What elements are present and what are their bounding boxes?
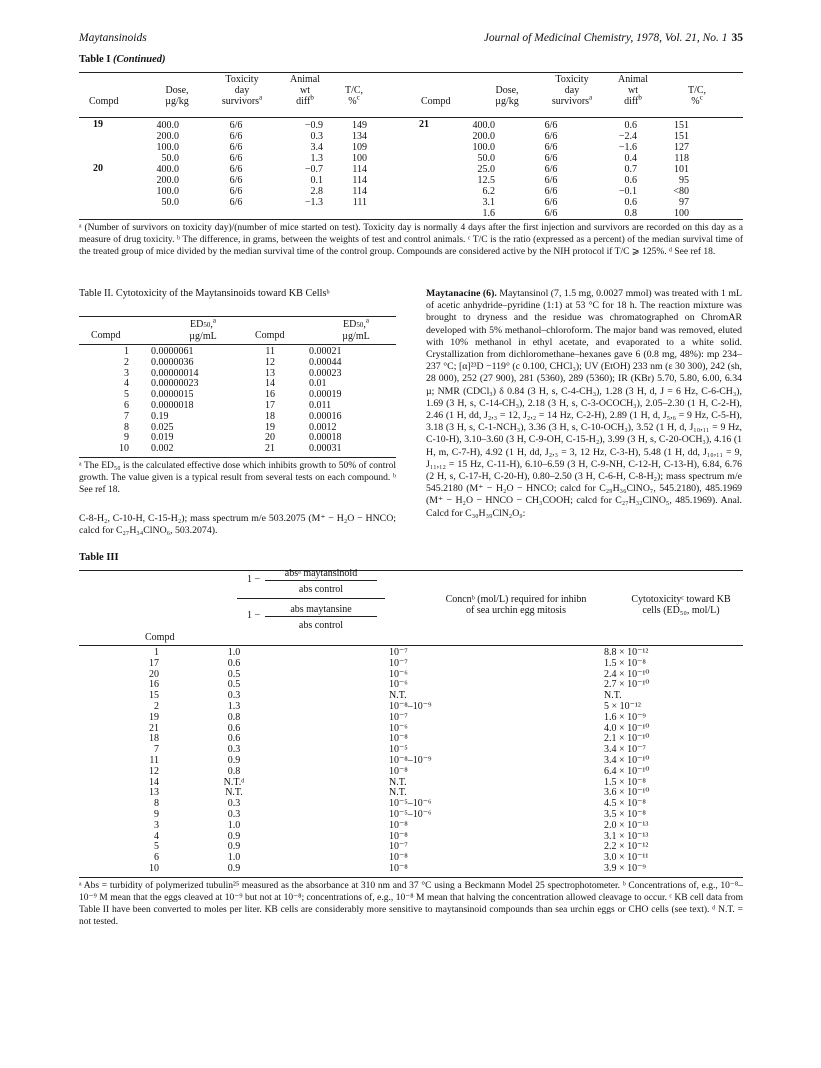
maytanacine-text: Maytansinol (7, 1.5 mg, 0.0027 mmol) was treated with 1 mL of acetic anhydride–pyridine (1:1) at 53 °C for 18 h. The reaction mixture was brought to dryness and the residue was chromatographed on ChromAR developed with 5% methanol–chloroform. The major band was removed, eluted with 10% methanol in ethyl acetate, and evaporated to a white solid. Crystallization from dichloromethane–hexanes gave 6 (0.8 mg, 48%): mp 234–237 °C; [α]²³D −119° (c 0.100, CHCl₃); UV (EtOH) 233 nm (ε 30 300), 242 (sh, 28 000), 252 (27 900), 281 (5360), 289 (5360); IR (KBr) 5.70, 5.80, 6.00, 6.34 µ; NMR (CDCl₃) δ 0.84 (3 H, s, C-4-CH₃), 1.28 (3 H, d, J = 6 Hz, C-6-CH₃), 1.69 (3 H, s, C-14-CH₃), 2.18 (3 H, s, C-3-OCOCH₃), 2.05–2.30 (1 H, C-2-H), 2.46 (1 H, dd, J₂,₃ = 12, J₂,₂ = 14 Hz, C-2-H), 2.89 (1 H, d, J₅,₆ = 9 Hz, C-5-H), 3.18 (3 H, s, C-1-NCH₃), 3.36 (3 H, s, C-10-OCH₃), 3.52 (1 H, d, J₁₀,₁₁ = 9 Hz, C-10-H), 3.10–3.60 (3 H, C-9-OH, C-15-H₂), 3.99 (3 H, s, C-20-OCH₃), 4.16 (1 H, m, C-7-H), 4.92 (1 H, dd, J₂,₃ = 3, 12 Hz, C-3-H), 5.48 (1 H, dd, J₁₀,₁₁ = 9, J₁₁,₁₂ = 15 Hz, C-11-H), 6.10–6.59 (3 H, C-9-NH, C-12-H, C-13-H), 6.84, 6.76 (2 H, s, C-17-H, C-20-H), 0.80–2.50 (3 H, C-6-H, C-8-H₂); mass spectrum m/e 545.2180 (M⁺ − H₂O − HNCO; calcd for C₂₉H₃₆ClNO₇, 545.2180), 485.1969 (M⁺ − H₂O − HNCO − CH₃COOH; calcd for C₂₇H₃₂ClNO₅, 485.1969). Anal. Calcd for C₃₀H₃₉ClN₂O₉:	[426, 288, 743, 519]
table3-row-cell: 1.0	[227, 647, 241, 658]
table1-row-cell: 25.0	[477, 164, 495, 175]
table3-row	[79, 713, 734, 724]
table3-row-cell: 10⁻⁸–10⁻⁹	[389, 700, 432, 712]
table3-row-cell: 4	[154, 830, 159, 842]
table1-row	[79, 142, 367, 153]
table2-row	[79, 412, 389, 423]
table2-row-cell: 12	[265, 356, 275, 368]
table3-row-cell: 3.9 × 10⁻⁹	[604, 862, 646, 874]
table1-row-cell: 100.0	[472, 142, 495, 153]
table1-title-continued: (Continued)	[113, 54, 166, 65]
table3-body	[79, 648, 734, 875]
maytanacine-paragraph	[426, 288, 742, 520]
table3-row-cell: 19	[149, 711, 159, 723]
table2-row-cell: 0.0000018	[151, 399, 194, 411]
table1-row-cell: 6/6	[229, 186, 243, 197]
table1-row-cell: 0.3	[310, 131, 323, 142]
t2-h-compd1: Compd	[91, 330, 121, 341]
table1-left-body	[79, 120, 367, 208]
table3-row-cell: 10⁻⁸	[389, 852, 408, 864]
table1-row-cell: 21	[419, 119, 429, 131]
table1-row-cell: 200.0	[156, 131, 179, 142]
table2-row-cell: 19	[265, 421, 275, 433]
table3-row-cell: 4.5 × 10⁻⁸	[604, 798, 646, 810]
table1-footnote: ᵃ (Number of survivors on toxicity day)/(number of mice started on test). Toxicity day is normally 4 days after the first injection and survivors are recorded on this day as a measure of drug toxicity. ᵇ The difference, in grams, between the weights of test and control animals. ᶜ T/C is the ratio (expressed as a percent) of the median survival time of the treated group of mice divided by the median survival time of the control group. Compounds are considered active by the NIH protocol if T/C ⩾ 125%. ᵈ See ref 18.	[79, 223, 743, 257]
table1-row-cell: 200.0	[472, 131, 495, 142]
table3-row-cell: 3.5 × 10⁻⁸	[604, 808, 646, 820]
table1-row	[411, 208, 689, 219]
table3-row-cell: 2.2 × 10⁻¹²	[604, 841, 649, 853]
table2-row-cell: 21	[265, 443, 275, 455]
table1-row-cell: 6/6	[229, 175, 243, 186]
t1-h-compd-right: Compd	[421, 96, 451, 107]
table3-row-cell: 0.8	[227, 765, 241, 777]
table1-row-cell: 0.4	[624, 153, 637, 164]
table3-row-cell: 10⁻⁶	[389, 668, 408, 680]
t3-h-concn: Concnᵇ (mol/L) required for inhibn of sea urchin egg mitosis	[445, 594, 587, 616]
table1-row-cell: 6/6	[544, 208, 558, 219]
table1-row-cell: 101	[674, 164, 689, 175]
table1-row-cell: −0.9	[304, 120, 323, 131]
table3-row-cell: 10⁻⁸	[389, 819, 408, 831]
table1-row-cell	[411, 175, 437, 186]
table3-row-cell: N.T.ᵈ	[223, 776, 245, 788]
table3-row-cell: 0.5	[227, 679, 241, 691]
table1-row	[411, 153, 689, 164]
table2-row-cell: 0.00000023	[151, 378, 199, 390]
table3-row-cell: 17	[149, 657, 159, 669]
table3-row-cell: 18	[149, 733, 159, 745]
table2-row-cell: 0.00000014	[151, 367, 199, 379]
t3-h-abs-maytansine: abs maytansine	[290, 604, 352, 615]
table1-row-cell: 0.8	[624, 208, 637, 219]
table3-row-cell: 10⁻⁷	[389, 657, 408, 669]
table3-row-cell: 14	[149, 776, 159, 788]
table1-row-cell: 6/6	[544, 164, 558, 175]
table3-row-cell: 0.5	[227, 668, 241, 680]
table2-row-cell: 0.00019	[309, 389, 342, 401]
table1-row-cell: −0.1	[618, 186, 637, 197]
table3-row-cell: 1.5 × 10⁻⁸	[604, 657, 646, 669]
table3-row-cell: 6.4 × 10⁻¹⁰	[604, 765, 650, 777]
table1-row-cell: 95	[679, 175, 689, 186]
table3-row-cell: N.T.	[225, 787, 243, 799]
table1-row-cell: 6/6	[229, 197, 243, 208]
table1-bottom-rule	[79, 219, 743, 220]
table1-row-cell	[411, 164, 437, 175]
table3-row-cell: 10⁻⁸	[389, 862, 408, 874]
t1-h-wt-right: Animal wt diff$^b$	[618, 74, 648, 107]
table3-row-cell: 20	[149, 668, 159, 680]
table3-row-cell: 10⁻⁷	[389, 711, 408, 723]
table3-row-cell: 0.3	[227, 690, 241, 702]
table1-row	[79, 120, 367, 131]
t1-h-dose-left: Dose, µg/kg	[165, 85, 189, 107]
table2-row-cell: 5	[124, 389, 129, 401]
table3-table	[79, 648, 734, 875]
table2-row-cell: 0.00018	[309, 432, 342, 444]
table2-header	[79, 316, 396, 343]
table3-row-cell: 6	[154, 852, 159, 864]
table1-row-cell: 0.6	[624, 175, 637, 186]
table3-row-cell: 9	[154, 808, 159, 820]
table2-row-cell: 1	[124, 346, 129, 357]
table3-row-cell: 0.6	[227, 722, 241, 734]
table1-row-cell: 6/6	[544, 120, 558, 131]
table1-row-cell: 0.1	[310, 175, 323, 186]
table3-row	[79, 659, 734, 670]
table3-row-cell: 3.1 × 10⁻¹³	[604, 830, 649, 842]
table1-row	[79, 175, 367, 186]
table3-row	[79, 767, 734, 778]
table3-row-cell: 10	[149, 862, 159, 874]
table1-row	[79, 131, 367, 142]
running-head-right	[484, 32, 743, 44]
t1-h-dose-right: Dose, µg/kg	[495, 85, 519, 107]
table1-row-cell: −0.7	[304, 164, 323, 175]
table1-row-cell: 114	[352, 164, 367, 175]
table3-header	[79, 568, 743, 644]
table1-row-cell: 100.0	[156, 186, 179, 197]
table3-row-cell: 10⁻⁷	[389, 841, 408, 853]
table2-row-cell: 0.19	[151, 410, 169, 422]
table3-row-cell: 7	[154, 744, 159, 756]
table2-row-cell: 0.0012	[309, 421, 337, 433]
table2-row	[79, 444, 389, 455]
table3-row-cell: 10⁻⁸	[389, 733, 408, 745]
table1-right-table	[411, 120, 689, 219]
table3-row-cell: 10⁻⁵	[389, 744, 408, 756]
table1-row-cell: 127	[674, 142, 689, 153]
table3-row-cell: 21	[149, 722, 159, 734]
table2-row-cell: 9	[124, 432, 129, 444]
table1-right-body	[411, 120, 689, 219]
table2-row-cell: 14	[265, 378, 275, 390]
table1-row-cell	[411, 208, 437, 219]
table1-row-cell	[411, 197, 437, 208]
table3-bottom-rule	[79, 877, 743, 878]
table3-row-cell: 1.5 × 10⁻⁸	[604, 776, 646, 788]
table2-row-cell: 8	[124, 421, 129, 433]
table1-row-cell: 6/6	[544, 153, 558, 164]
table3-row	[79, 821, 734, 832]
t1-h-tc-right: T/C, %$^c$	[687, 85, 707, 107]
table3-row-cell: 10⁻⁵–10⁻⁶	[389, 798, 432, 810]
table1-row-cell: −1.3	[304, 197, 323, 208]
table2-row-cell: 17	[265, 399, 275, 411]
table3-row-cell: 3.4 × 10⁻⁷	[604, 744, 646, 756]
table3-title: Table III	[79, 552, 119, 563]
table1-row-cell: 6/6	[229, 131, 243, 142]
table3-row-cell: 1.3	[227, 700, 241, 712]
table3-row-cell: 10⁻⁶	[389, 679, 408, 691]
table3-row-cell: 0.8	[227, 711, 241, 723]
table1-row	[79, 164, 367, 175]
table2-row-cell: 0.002	[151, 443, 174, 455]
table2-row	[79, 358, 389, 369]
table1-row-cell	[79, 131, 117, 142]
t3-h-abs-control-1: abs control	[298, 584, 344, 595]
table3-row-cell: 0.9	[227, 841, 241, 853]
table1-row-cell	[79, 142, 117, 153]
table2-row-cell: 0.0000061	[151, 346, 194, 357]
t1-h-tox-right: Toxicity day survivors$^a$	[551, 74, 593, 107]
table2-bottom-rule	[79, 457, 396, 458]
table2-row-cell: 0.00044	[309, 356, 342, 368]
table2-body	[79, 347, 389, 455]
table1-row-cell: 50.0	[161, 197, 179, 208]
table3-row-cell: 3.0 × 10⁻¹¹	[604, 852, 649, 864]
table3-row-cell: 0.3	[227, 798, 241, 810]
table1-row-cell: −2.4	[618, 131, 637, 142]
table1-row	[79, 153, 367, 164]
page-number: 35	[731, 32, 743, 44]
t3-h-frac-bar-2	[265, 616, 377, 617]
left-column-tail-text: C-8-H₂, C-10-H, C-15-H₂); mass spectrum m/e 503.2075 (M⁺ − H₂O − HNCO; calcd for C₂₇H₃₄ClNO₆, 503.2074).	[79, 513, 396, 537]
table3-row-cell: 0.9	[227, 830, 241, 842]
table1-row-cell: 6/6	[544, 197, 558, 208]
table3-row-cell: 1.0	[227, 852, 241, 864]
table2-row-cell: 7	[124, 410, 129, 422]
t1-h-wt-left: Animal wt diff$^b$	[290, 74, 320, 107]
table2-row-cell: 0.025	[151, 421, 174, 433]
t2-h-compd2: Compd	[255, 330, 285, 341]
table2-row-cell: 13	[265, 367, 275, 379]
maytanacine-heading: Maytanacine (6).	[426, 288, 497, 299]
table1-row-cell	[79, 197, 117, 208]
t3-h-abs-maytansinoid: absᵃ maytansinoid	[284, 568, 358, 579]
table1-title	[79, 54, 166, 65]
table1-row-cell: 111	[352, 197, 367, 208]
table1-row-cell	[411, 142, 437, 153]
table1-row-cell: 50.0	[477, 153, 495, 164]
table1-row-cell: 20	[93, 163, 103, 175]
table3-row-cell: 2.1 × 10⁻¹⁰	[604, 733, 650, 745]
table2-row-cell: 0.0000015	[151, 389, 194, 401]
table1-row	[411, 197, 689, 208]
table2-header-rule	[79, 344, 396, 345]
table3-row-cell: 1.6 × 10⁻⁹	[604, 711, 646, 723]
table1-header	[79, 74, 743, 116]
t3-h-main-bar	[237, 598, 385, 599]
table3-row-cell: 3.6 × 10⁻¹⁰	[604, 787, 650, 799]
table3-row-cell: 2.0 × 10⁻¹³	[604, 819, 649, 831]
table3-footnote: ᵃ Abs = turbidity of polymerized tubulin²⁵ measured as the absorbance at 310 nm and 37 °C using a Beckmann Model 25 spectrophotometer. ᵇ Concentrations of, e.g., 10⁻⁸–10⁻⁹ M mean that the eggs cleaved at 10⁻⁹ but not at 10⁻⁸; concentrations of, e.g., 10⁻⁸ M mean that halving the concentration allowed cleavage to occur. ᶜ KB cell data from Table II have been converted to moles per liter. KB cells are considerably more sensitive to maytansinoid compounds than sea urchin eggs or CHO cells (see text). ᵈ N.T. = not tested.	[79, 881, 743, 927]
table3-row-cell: 13	[149, 787, 159, 799]
table3-row-cell: 10⁻⁸–10⁻⁹	[389, 754, 432, 766]
table3-row-cell: 3.4 × 10⁻¹⁰	[604, 754, 650, 766]
t3-h-frac-bar-1	[265, 580, 377, 581]
table1-row-cell: 0.6	[624, 197, 637, 208]
table3-row-cell: N.T.	[389, 776, 407, 788]
table3-row-cell: 2.7 × 10⁻¹⁰	[604, 679, 650, 691]
table2-row-cell: 11	[265, 346, 275, 357]
table3-row-cell: N.T.	[389, 690, 407, 702]
table3-row-cell: 2.4 × 10⁻¹⁰	[604, 668, 650, 680]
table3-row-cell: 0.9	[227, 862, 241, 874]
table1-row-cell: 1.3	[310, 153, 323, 164]
table2-row-cell: 6	[124, 399, 129, 411]
table3-row-cell: 11	[149, 754, 159, 766]
table2-row-cell: 16	[265, 389, 275, 401]
table3-row-cell: 10⁻⁵–10⁻⁶	[389, 808, 432, 820]
table3-row-cell: 0.3	[227, 808, 241, 820]
table2-table	[79, 347, 389, 455]
table2-row-cell: 0.00021	[309, 346, 342, 357]
table1-row-cell: 6/6	[544, 186, 558, 197]
table2-row-cell: 0.011	[309, 399, 332, 411]
table2-row-cell: 0.0000036	[151, 356, 194, 368]
table1-row-cell: 6/6	[544, 142, 558, 153]
table2-row-cell: 0.00031	[309, 443, 342, 455]
table1-row-cell: 6/6	[544, 175, 558, 186]
table2-top-rule	[79, 316, 396, 317]
table3-row-cell: 1	[154, 647, 159, 658]
table1-row-cell: 6/6	[229, 120, 243, 131]
table1-row-cell: 0.6	[624, 120, 637, 131]
t2-h-ed1: ED50,$^a$ µg/mL	[189, 316, 217, 342]
table1-row-cell: 97	[679, 197, 689, 208]
table1-row-cell: 3.4	[310, 142, 323, 153]
table1-row-cell: 151	[674, 120, 689, 131]
t1-h-compd-left: Compd	[89, 96, 119, 107]
table1-row-cell: 200.0	[156, 175, 179, 186]
table2-row-cell: 3	[124, 367, 129, 379]
table1-row-cell: 118	[674, 153, 689, 164]
table3-row-cell: 12	[149, 765, 159, 777]
t3-h-cytotox: Cytotoxicityᶜ toward KB cells (ED₅₀, mol/L)	[631, 594, 731, 616]
table1-row-cell	[411, 131, 437, 142]
table1-row	[411, 142, 689, 153]
table3-row-cell: 5 × 10⁻¹²	[604, 700, 641, 712]
table1-row-cell: 149	[352, 120, 367, 131]
table3-row-cell: 10⁻⁸	[389, 765, 408, 777]
table1-row-cell: 3.1	[482, 197, 495, 208]
table1-row	[411, 186, 689, 197]
table3-row-cell: 0.6	[227, 657, 241, 669]
table2-title: Table II. Cytotoxicity of the Maytansinoids toward KB Cellsᵇ	[79, 288, 330, 299]
table2-row-cell: 18	[265, 410, 275, 422]
table1-row-cell: 100.0	[156, 142, 179, 153]
table2-row-cell: 4	[124, 378, 129, 390]
table2-row-cell: 20	[265, 432, 275, 444]
table3-row-cell: 3	[154, 819, 159, 831]
table1-row-cell: <80	[673, 186, 689, 197]
table1-row-cell: 114	[352, 175, 367, 186]
t3-h-compd: Compd	[145, 632, 175, 643]
table3-top-rule	[79, 570, 743, 571]
table3-row	[79, 864, 734, 875]
table3-row-cell: 2	[154, 700, 159, 712]
table1-row-cell: 100	[674, 208, 689, 219]
table1-row-cell: 100	[352, 153, 367, 164]
table1-row-cell: 6.2	[482, 186, 495, 197]
t3-h-one-minus-1: 1 −	[247, 574, 261, 585]
table3-row-cell: 8.8 × 10⁻¹²	[604, 647, 649, 658]
table1-row	[411, 175, 689, 186]
table3-row-cell: N.T.	[604, 690, 622, 702]
table1-row-cell	[79, 175, 117, 186]
table1-row-cell: 109	[352, 142, 367, 153]
table2-row-cell: 0.019	[151, 432, 174, 444]
table1-row	[411, 120, 689, 131]
table1-row-cell: 6/6	[229, 142, 243, 153]
table2-row-cell: 0.00023	[309, 367, 342, 379]
table1-row-cell: 6/6	[229, 164, 243, 175]
table1-row-cell: 0.7	[624, 164, 637, 175]
table1-row	[411, 131, 689, 142]
table2-footnote: ᵃ The ED₅₀ is the calculated effective dose which inhibits growth to 50% of control growth. The value given is a typical result from several tests on each compound. ᵇ See ref 18.	[79, 461, 396, 495]
table1-top-rule	[79, 72, 743, 73]
table2-row-cell: 10	[119, 443, 129, 455]
table3-row-cell: 10⁻⁶	[389, 722, 408, 734]
table2-row-cell: 2	[124, 356, 129, 368]
t3-h-one-minus-2: 1 −	[247, 610, 261, 621]
table1-row	[79, 197, 367, 208]
table1-row	[79, 186, 367, 197]
table3-row-cell: 0.9	[227, 754, 241, 766]
table1-row-cell: 400.0	[472, 120, 495, 131]
table1-header-rule	[79, 117, 743, 118]
table1-row	[411, 164, 689, 175]
table3-row-cell: 8	[154, 798, 159, 810]
table3-row-cell: 1.0	[227, 819, 241, 831]
table1-row-cell: 19	[93, 119, 103, 131]
table1-row-cell: 12.5	[477, 175, 495, 186]
table2-row-cell: 0.00016	[309, 410, 342, 422]
table1-row-cell	[79, 186, 117, 197]
table1-row-cell: 6/6	[544, 131, 558, 142]
t3-h-abs-control-2: abs control	[298, 620, 344, 631]
table1-row-cell: 50.0	[161, 153, 179, 164]
table1-row-cell: 114	[352, 186, 367, 197]
table1-row-cell: −1.6	[618, 142, 637, 153]
journal-citation: Journal of Medicinal Chemistry, 1978, Vol. 21, No. 1	[483, 32, 728, 44]
table1-row-cell	[411, 153, 437, 164]
table1-left-table	[79, 120, 367, 208]
table3-row-cell: 16	[149, 679, 159, 691]
table3-row-cell: 0.6	[227, 733, 241, 745]
table2-row-cell: 0.01	[309, 378, 327, 390]
table3-row-cell: 10⁻⁸	[389, 830, 408, 842]
table3-row-cell: 15	[149, 690, 159, 702]
table1-row-cell	[411, 186, 437, 197]
table3-row-cell: 0.3	[227, 744, 241, 756]
t1-h-tc-left: T/C, %$^c$	[344, 85, 364, 107]
table3-header-rule	[79, 645, 743, 646]
table3-row-cell: 10⁻⁷	[389, 647, 408, 658]
t1-h-tox-left: Toxicity day survivors$^a$	[221, 74, 263, 107]
table1-row-cell: 400.0	[156, 164, 179, 175]
table1-row-cell: 6/6	[229, 153, 243, 164]
table1-row-cell: 151	[674, 131, 689, 142]
table3-row-cell: N.T.	[389, 787, 407, 799]
t2-h-ed2: ED50,$^a$ µg/mL	[342, 316, 370, 342]
running-head-left: Maytansinoids	[79, 32, 147, 44]
table1-row-cell: 134	[352, 131, 367, 142]
table3-row-cell: 5	[154, 841, 159, 853]
table1-row-cell: 1.6	[482, 208, 495, 219]
table1-row-cell: 400.0	[156, 120, 179, 131]
table3-row-cell: 4.0 × 10⁻¹⁰	[604, 722, 650, 734]
table1-row-cell: 2.8	[310, 186, 323, 197]
table1-title-label: Table I	[79, 54, 111, 65]
